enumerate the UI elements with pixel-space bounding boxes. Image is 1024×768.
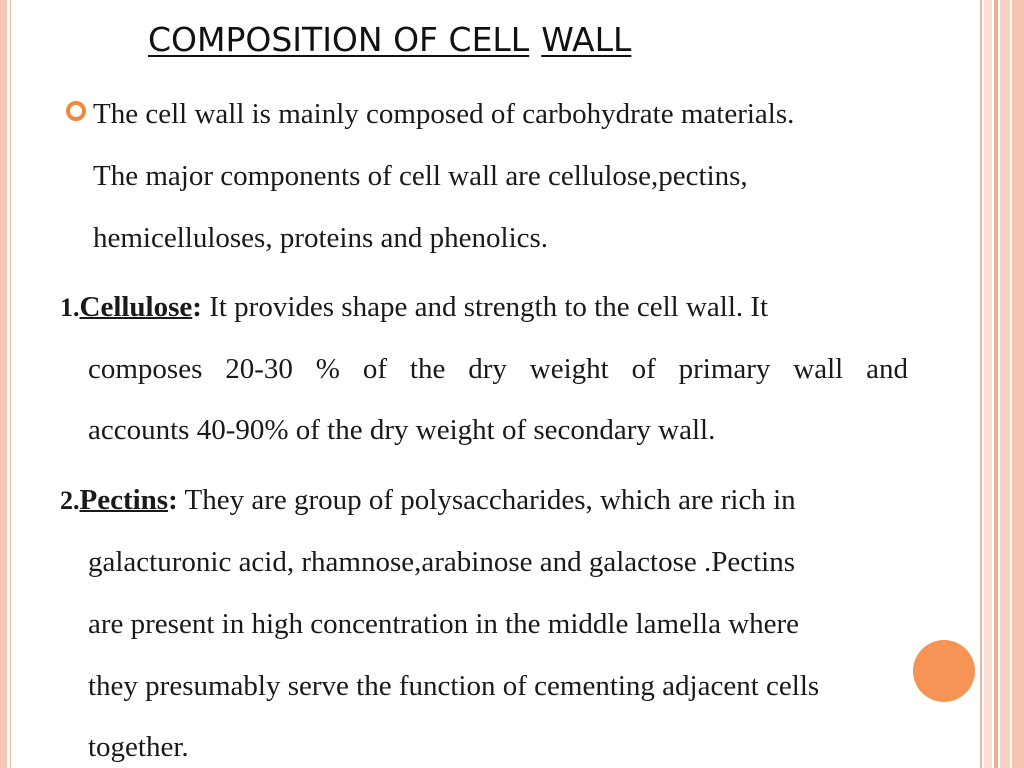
- item-2-term: Pectins: [79, 484, 169, 516]
- item-1-number: 1.: [60, 293, 80, 322]
- item-2-line-1: [60, 483, 796, 518]
- right-stripe-2: [984, 0, 992, 768]
- title-part-1: COMPOSITION OF CELL: [148, 20, 530, 59]
- item-1-word: of: [631, 353, 656, 385]
- item-1-word: weight: [529, 353, 609, 385]
- item-1-word: the: [409, 353, 446, 385]
- item-1-word: of: [362, 353, 388, 385]
- item-2-line-3: are present in high concentration in the middle lamella where: [88, 608, 800, 640]
- item-1-word: primary: [678, 353, 771, 385]
- item-1-word: dry: [468, 353, 507, 385]
- right-stripe-3: [994, 0, 998, 768]
- item-1-word: and: [866, 353, 908, 385]
- item-2-number: 2.: [60, 486, 80, 515]
- item-1-word: composes: [88, 353, 203, 385]
- intro-line-2: The major components of cell wall are cellulose,pectins,: [93, 160, 748, 192]
- intro-line-3: hemicelluloses, proteins and phenolics.: [93, 222, 549, 254]
- item-1-word: wall: [793, 353, 844, 385]
- left-border-strip: [0, 0, 7, 768]
- item-2-line-2: galacturonic acid, rhamnose,arabinose and galactose .Pectins: [88, 546, 796, 578]
- right-stripe-1: [980, 0, 982, 768]
- item-1-line-2: [88, 352, 908, 386]
- slide-title: [148, 20, 631, 59]
- bullet-ring-icon: [66, 101, 86, 121]
- item-1-colon: :: [192, 291, 202, 323]
- item-1-text-1: It provides shape and strength to the cell wall. It: [201, 291, 769, 323]
- decorative-orange-circle: [913, 640, 975, 702]
- item-1-line-1: [60, 290, 768, 325]
- item-1-word: %: [315, 353, 340, 385]
- right-border-frame: [980, 0, 1024, 768]
- item-2-colon: :: [168, 484, 178, 516]
- item-2-text-1: They are group of polysaccharides, which are rich in: [177, 484, 796, 516]
- right-stripe-5: [1012, 0, 1024, 768]
- item-1-term: Cellulose: [79, 291, 193, 323]
- item-2-line-5: together.: [88, 731, 189, 763]
- title-part-2: WALL: [541, 20, 632, 59]
- item-1-line-3: accounts 40-90% of the dry weight of secondary wall.: [88, 414, 716, 446]
- item-2-line-4: they presumably serve the function of cementing adjacent cells: [88, 670, 820, 702]
- left-border-line: [10, 0, 11, 768]
- intro-line-1: The cell wall is mainly composed of carbohydrate materials.: [93, 98, 795, 130]
- right-stripe-4: [1000, 0, 1010, 768]
- item-1-word: 20-30: [225, 353, 293, 385]
